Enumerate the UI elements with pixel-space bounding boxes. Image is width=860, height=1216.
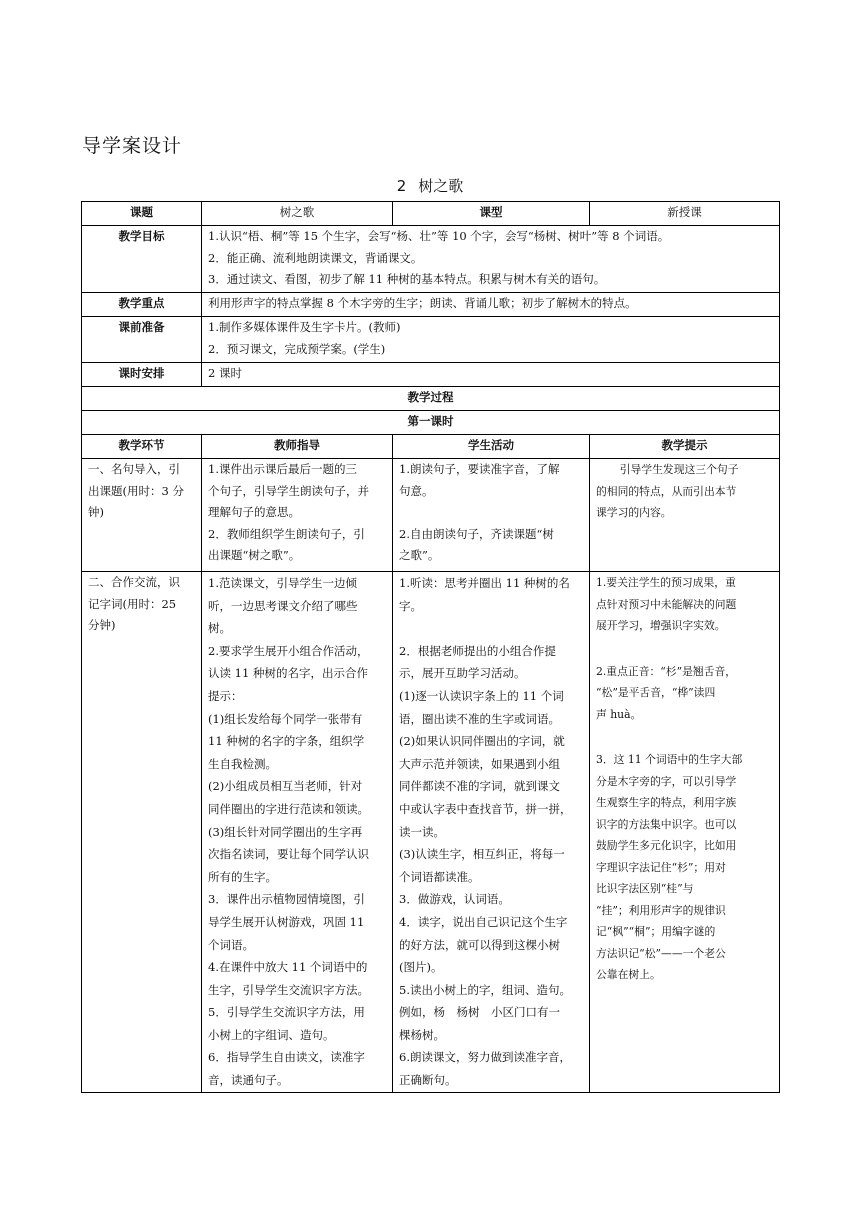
focus-value: 利用形声字的特点掌握 8 个木字旁的生字；朗读、背诵儿歌；初步了解树木的特点。 (202, 293, 780, 317)
type-label: 课型 (393, 202, 590, 226)
stage-line: 二、合作交流，识 (88, 575, 180, 589)
topic-row (82, 202, 780, 226)
teacher-line: 所有的生字。 (208, 869, 277, 884)
student-line: 之歌”。 (399, 548, 440, 562)
goal-item: 3．通过读文、看图，初步了解 11 种树的基本特点。积累与树木有关的语句。 (208, 272, 606, 286)
hint-line: 分是木字旁的字，可以引导学 (596, 774, 737, 788)
teacher-line: 2．教师组织学生朗读句子，引 (208, 526, 365, 541)
hint-line: 课学习的内容。 (596, 506, 672, 519)
lesson-title (0, 175, 860, 196)
teacher-line: 小树上的字组词、造句。 (208, 1027, 335, 1042)
stage-cell (82, 572, 202, 1093)
schedule-value: 2 课时 (202, 363, 780, 387)
student-cell (393, 572, 590, 1093)
type-value: 新授课 (590, 202, 780, 226)
student-gap (399, 617, 583, 640)
hint-line: 声 huà。 (596, 707, 642, 721)
hint-gap (596, 725, 773, 749)
teacher-cell (202, 572, 393, 1093)
teacher-cell (202, 459, 393, 572)
period-title-row (82, 411, 780, 435)
student-line: 2.自由朗读句子，齐读课题“树 (399, 526, 554, 541)
hint-line: 生观察生字的特点，利用字族 (596, 796, 737, 809)
stage-line: 一、名句导入，引 (88, 462, 180, 476)
goals-cell (202, 226, 780, 293)
schedule-label: 课时安排 (82, 363, 202, 387)
hint-line: 公靠在树上。 (596, 968, 661, 981)
teacher-line: (2)小组成员相互当老师，针对 (208, 779, 363, 794)
col-header-student: 学生活动 (393, 435, 590, 459)
prep-cell (202, 317, 780, 363)
teacher-line: 个词语。 (208, 937, 254, 952)
student-line: 的好方法，就可以得到这棵小树 (399, 937, 560, 952)
student-gap (399, 502, 583, 524)
col-header-teacher: 教师指导 (202, 435, 393, 459)
hint-cell (590, 572, 780, 1093)
teacher-line: 1.课件出示课后最后一题的三 (208, 462, 357, 476)
student-line: 正确断句。 (399, 1073, 457, 1088)
process-title: 教学过程 (82, 387, 780, 411)
hint-line: 展开学习，增强识字实效。 (596, 619, 726, 632)
hint-line: 的相同的特点，从而引出本节 (596, 484, 737, 498)
focus-row (82, 293, 780, 317)
lesson-name: 树之歌 (418, 177, 464, 195)
teacher-line: 音，读通句子。 (208, 1073, 289, 1088)
student-line: (2)如果认识同伴圈出的字词，就 (399, 734, 565, 749)
stage-line: 出课题(用时：3 分 (88, 483, 184, 498)
process-title-row (82, 387, 780, 411)
hint-line: 引导学生发现这三个句子 (619, 463, 739, 476)
teacher-line: 个句子，引导学生朗读句子，并 (208, 483, 369, 498)
student-line: 例如，杨 杨树 小区门口有一 (399, 1005, 560, 1020)
hint-line: 识字的方法集中识字。也可以 (596, 817, 737, 831)
topic-label: 课题 (82, 202, 202, 226)
student-line: (1)逐一认读识字条上的 11 个词 (399, 688, 564, 703)
prep-item: 1.制作多媒体课件及生字卡片。(教师) (208, 320, 401, 334)
teacher-line: 6．指导学生自由读文，读准字 (208, 1050, 365, 1065)
hint-line: 字理识字法记住“杉”；用对 (596, 860, 726, 874)
student-line: 1.听读：思考并圈出 11 种树的名 (399, 576, 570, 590)
student-line: 2．根据老师提出的小组合作提 (399, 643, 556, 658)
student-line: 6.朗读课文，努力做到读准字音， (399, 1050, 571, 1065)
hint-line: 点针对预习中未能解决的问题 (596, 597, 737, 611)
teacher-line: 出课题“树之歌”。 (208, 548, 301, 562)
col-header-stage: 教学环节 (82, 435, 202, 459)
teacher-line: 生字，引导学生交流识字方法。 (208, 982, 369, 997)
stage-cell (82, 459, 202, 572)
teacher-line: 次指名读词，要让每个同学认识 (208, 847, 369, 862)
teacher-line: 认读 11 种树的名字，出示合作 (208, 666, 368, 681)
stage-line: 记字词(用时：25 (88, 596, 177, 611)
teacher-line: 提示： (208, 688, 243, 703)
teacher-line: 11 种树的名字的字条，组织学 (208, 734, 365, 749)
document-title: 导学案设计 (82, 135, 183, 157)
table-row (82, 572, 780, 1093)
teacher-line: (1)组长发给每个同学一张带有 (208, 711, 363, 726)
student-line: 中或认字表中查找音节，拼一拼， (399, 801, 572, 816)
hint-line: 比识字法区别“桂”与 (596, 882, 694, 895)
goal-item: 2．能正确、流利地朗读课文，背诵课文。 (208, 250, 423, 265)
focus-label: 教学重点 (82, 293, 202, 317)
teacher-line: 树。 (208, 621, 231, 636)
student-line: 棵杨树。 (399, 1027, 445, 1042)
hint-line: 3．这 11 个词语中的生字大部 (596, 753, 743, 766)
teacher-line: 导学生展开认树游戏，巩固 11 (208, 914, 365, 929)
teacher-line: 同伴圈出的字进行范读和领读。 (208, 801, 369, 816)
student-line: 读一读。 (399, 824, 445, 839)
period-title: 第一课时 (82, 411, 780, 435)
teacher-line: 1.范读课文，引导学生一边倾 (208, 576, 357, 590)
teacher-line: 5．引导学生交流识字方法，用 (208, 1005, 365, 1020)
teacher-line: (3)组长针对同学圈出的生字再 (208, 824, 363, 839)
col-header-hint: 教学提示 (590, 435, 780, 459)
hint-line: 记“枫”“桐”；用编字谜的 (596, 925, 716, 938)
hint-line: “松”是平舌音，“桦”读四 (596, 686, 716, 699)
teacher-line: 2.要求学生展开小组合作活动， (208, 643, 369, 658)
teacher-line: 3．课件出示植物园情境图，引 (208, 892, 365, 907)
student-cell (393, 459, 590, 572)
student-line: 5.读出小树上的字，组词、造句。 (399, 982, 571, 997)
hint-line: 方法识记“松”——一个老公 (596, 946, 726, 960)
student-line: 3．做游戏，认词语。 (399, 892, 510, 907)
student-line: 示，展开互助学习活动。 (399, 666, 526, 681)
hint-gap (596, 637, 773, 661)
prep-item: 2．预习课文，完成预学案。(学生) (208, 341, 386, 356)
topic-value: 树之歌 (202, 202, 393, 226)
goal-item: 1.认识“梧、桐”等 15 个生字，会写“杨、壮”等 10 个字，会写“杨树、树叶”等 8 个词语。 (208, 229, 670, 243)
lesson-plan-table (81, 201, 780, 1093)
hint-line: 2.重点正音：“杉”是翘舌音， (596, 664, 737, 678)
hint-line: “挂”；利用形声字的规律识 (596, 903, 726, 917)
goals-label: 教学目标 (82, 226, 202, 293)
column-header-row (82, 435, 780, 459)
student-line: 句意。 (399, 483, 434, 498)
prep-row (82, 317, 780, 363)
stage-line: 分钟) (88, 618, 116, 632)
teacher-line: 生自我检测。 (208, 756, 277, 771)
student-line: 大声示范并领读，如果遇到小组 (399, 756, 560, 771)
student-line: 同伴都读不准的字词，就到课文 (399, 779, 560, 794)
student-line: (图片)。 (399, 960, 443, 975)
student-line: 4．读字，说出自己识记这个生字 (399, 914, 568, 929)
student-line: 字。 (399, 598, 422, 613)
student-line: 个词语都读准。 (399, 869, 480, 884)
hint-line: 鼓励学生多元化识字，比如用 (596, 839, 737, 852)
student-line: 1.朗读句子，要读准字音，了解 (399, 462, 560, 476)
goals-row (82, 226, 780, 293)
teacher-line: 理解句子的意思。 (208, 505, 300, 519)
table-row (82, 459, 780, 572)
teacher-line: 4.在课件中放大 11 个词语中的 (208, 960, 368, 975)
student-line: (3)认读生字，相互纠正，将每一 (399, 847, 565, 862)
student-line: 语，圈出读不准的生字或词语。 (399, 711, 560, 726)
teacher-line: 听，一边思考课文介绍了哪些 (208, 598, 358, 613)
hint-cell (590, 459, 780, 572)
stage-line: 钟) (88, 505, 104, 519)
prep-label: 课前准备 (82, 317, 202, 363)
lesson-number: 2 (396, 177, 407, 195)
hint-line: 1.要关注学生的预习成果，重 (596, 576, 736, 589)
schedule-row (82, 363, 780, 387)
